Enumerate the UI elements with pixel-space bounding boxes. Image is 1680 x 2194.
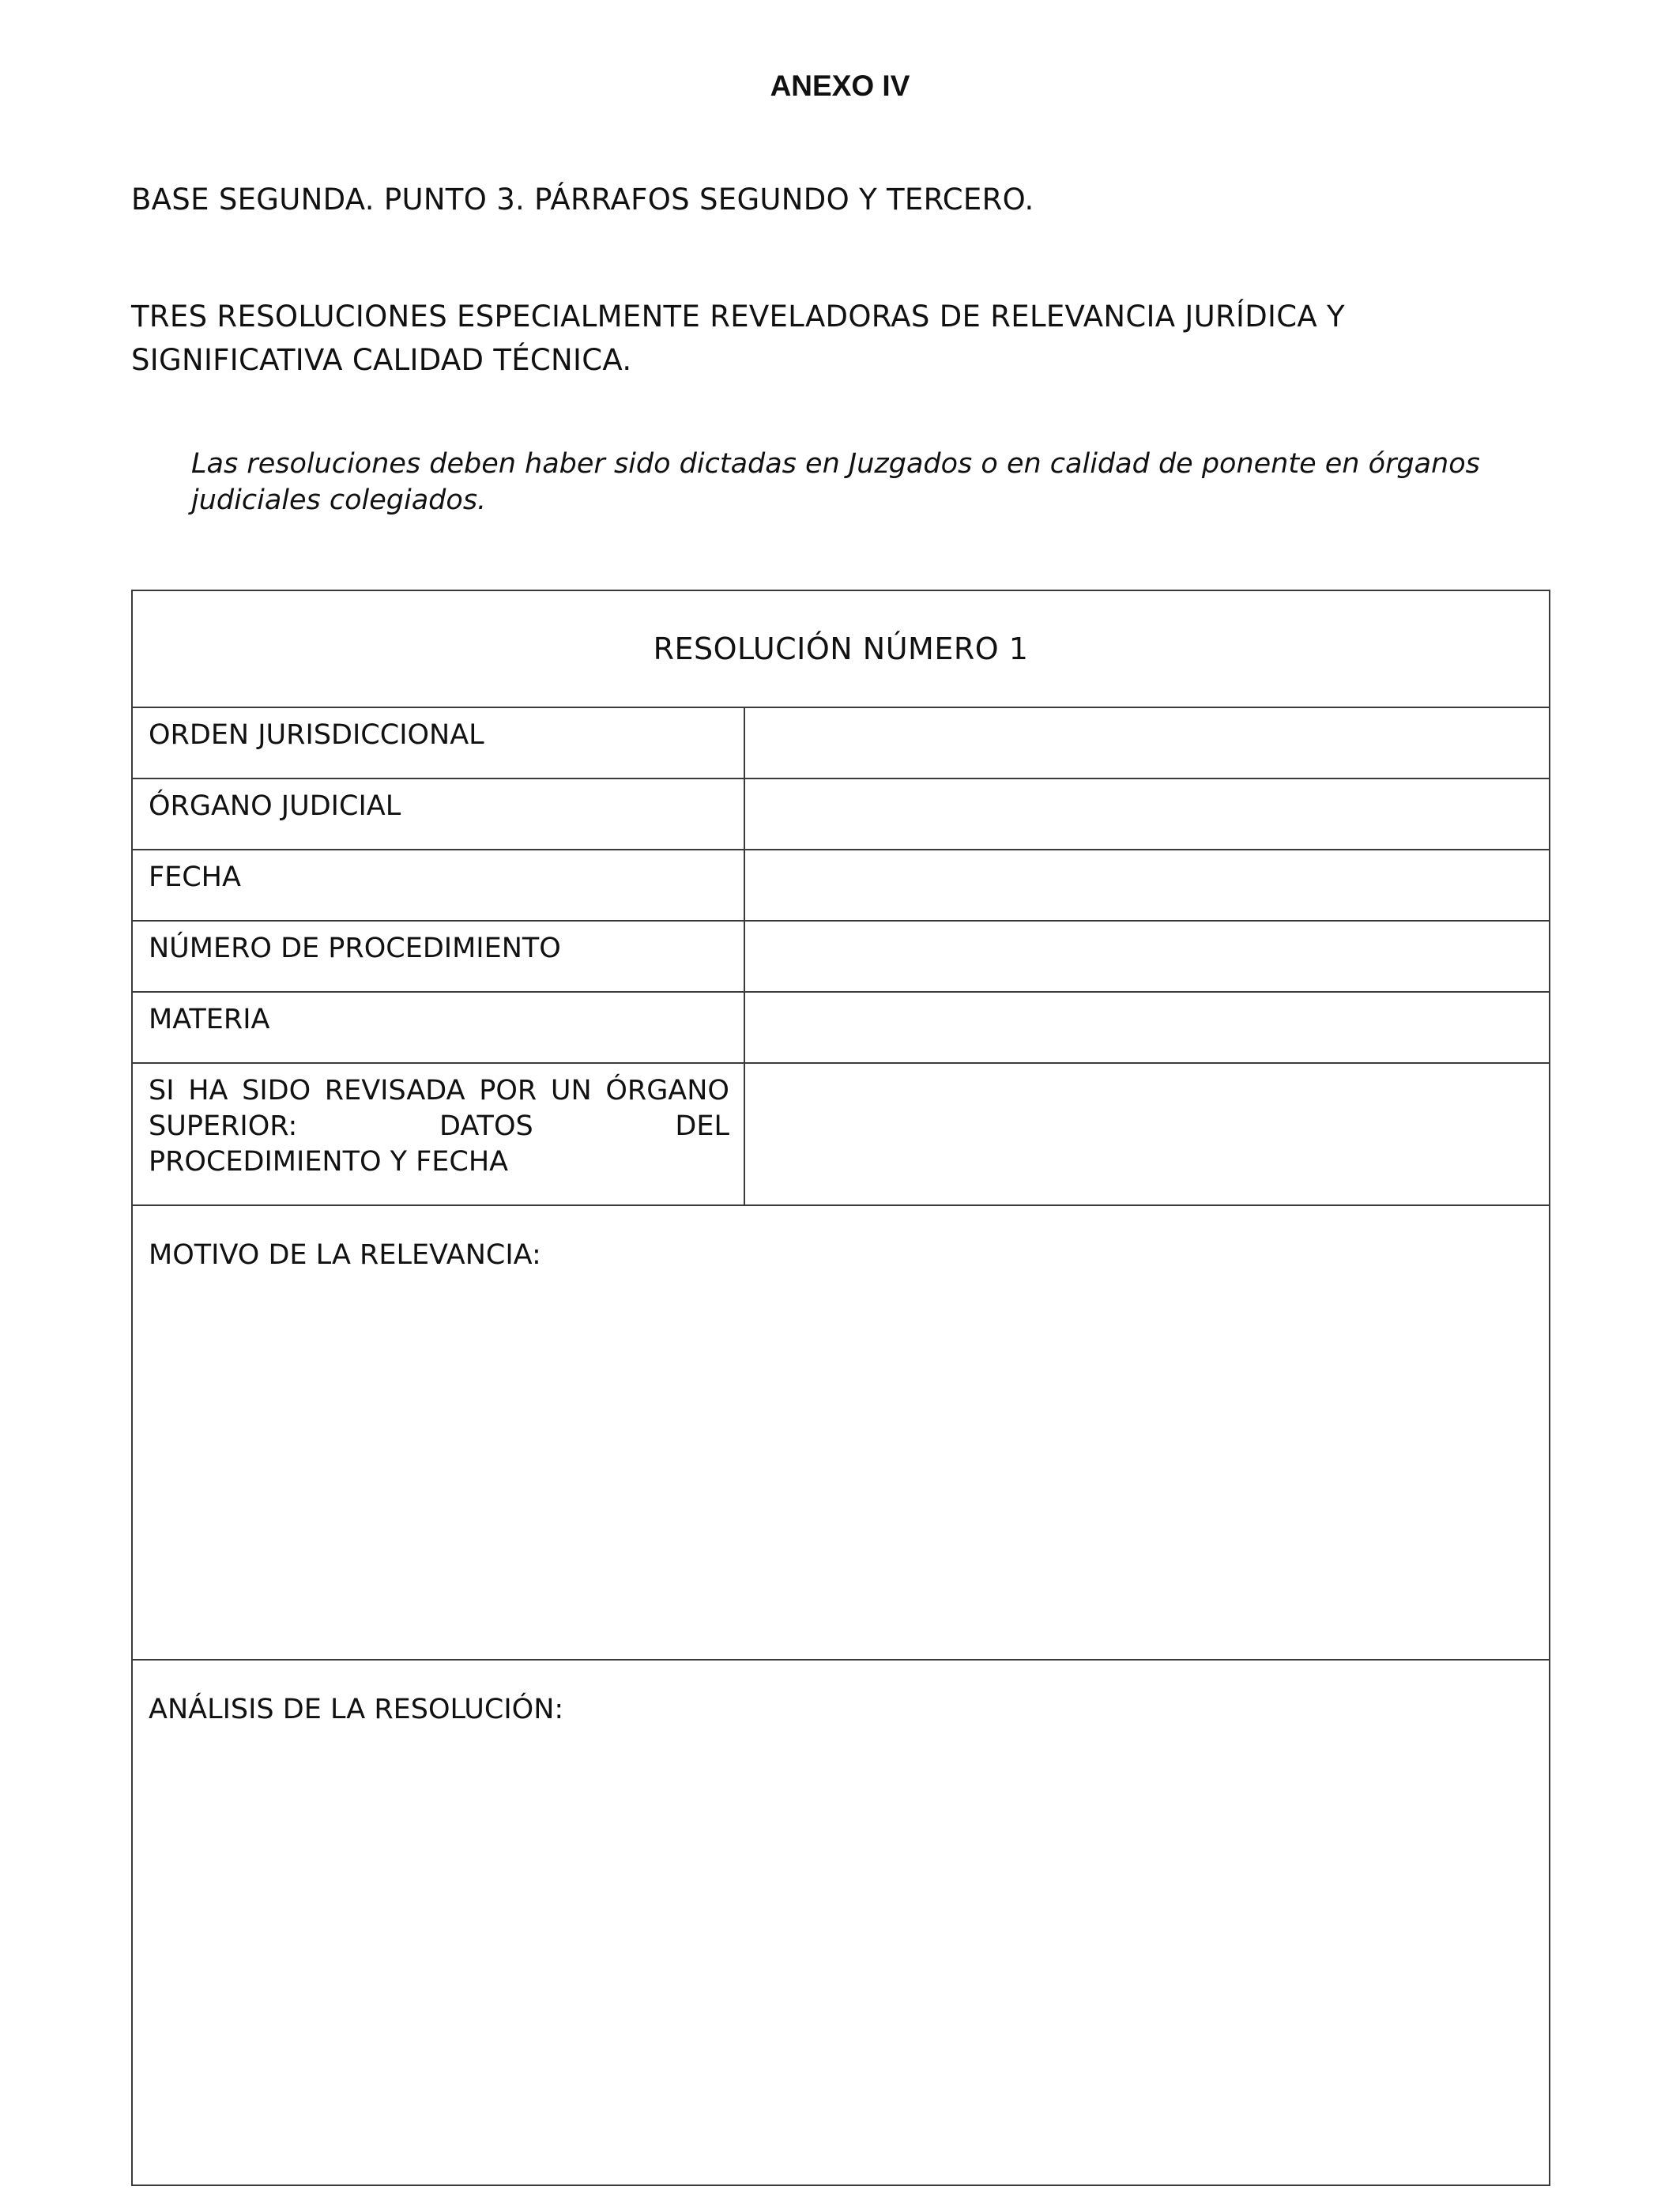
field-label-fecha: FECHA [132, 850, 744, 921]
form-row-fecha [132, 850, 1550, 921]
field-label-revisada-line-3: PROCEDIMIENTO Y FECHA [149, 1146, 509, 1178]
resoluciones-heading-line-1: TRES RESOLUCIONES ESPECIALMENTE REVELADORAS DE RELEVANCIA JURÍDICA Y [131, 300, 1345, 334]
motivo-relevancia-block[interactable] [132, 1205, 1550, 1660]
resoluciones-heading-line-2: SIGNIFICATIVA CALIDAD TÉCNICA. [131, 343, 632, 377]
analisis-resolucion-block[interactable] [132, 1660, 1550, 2185]
field-label-organo-judicial: ÓRGANO JUDICIAL [132, 778, 744, 850]
instruction-note [191, 446, 1566, 518]
field-value-revisada[interactable] [744, 1063, 1550, 1205]
field-label-revisada-line-2: SUPERIOR: DATOS DEL [149, 1110, 729, 1142]
form-row-motivo [132, 1205, 1550, 1660]
field-label-revisada [132, 1063, 744, 1205]
form-row-revisada [132, 1063, 1550, 1205]
field-value-materia[interactable] [744, 992, 1550, 1063]
base-heading: BASE SEGUNDA. PUNTO 3. PÁRRAFOS SEGUNDO Y TERCERO. [131, 183, 1034, 217]
form-row-analisis [132, 1660, 1550, 2185]
form-row-materia [132, 992, 1550, 1063]
instruction-note-line-1: Las resoluciones deben haber sido dictadas en Juzgados o en calidad de ponente en órganos [191, 448, 1480, 480]
instruction-note-line-2: judiciales colegiados. [191, 484, 487, 516]
field-value-fecha[interactable] [744, 850, 1550, 921]
resoluciones-heading [131, 295, 1554, 382]
field-value-orden-jurisdiccional[interactable] [744, 707, 1550, 778]
field-label-materia: MATERIA [132, 992, 744, 1063]
field-label-orden-jurisdiccional: ORDEN JURISDICCIONAL [132, 707, 744, 778]
form-row-organo [132, 778, 1550, 850]
analisis-resolucion-label: ANÁLISIS DE LA RESOLUCIÓN: [149, 1694, 564, 1725]
form-title: RESOLUCIÓN NÚMERO 1 [132, 590, 1550, 707]
form-row-orden [132, 707, 1550, 778]
motivo-relevancia-label: MOTIVO DE LA RELEVANCIA: [149, 1239, 541, 1271]
field-label-revisada-line-1: SI HA SIDO REVISADA POR UN ÓRGANO [149, 1075, 729, 1106]
field-value-organo-judicial[interactable] [744, 778, 1550, 850]
field-value-numero-procedimiento[interactable] [744, 921, 1550, 992]
form-row-numero [132, 921, 1550, 992]
resolution-form-table [131, 590, 1550, 2186]
field-label-numero-procedimiento: NÚMERO DE PROCEDIMIENTO [132, 921, 744, 992]
form-title-row [132, 590, 1550, 707]
page-title: ANEXO IV [770, 70, 910, 102]
